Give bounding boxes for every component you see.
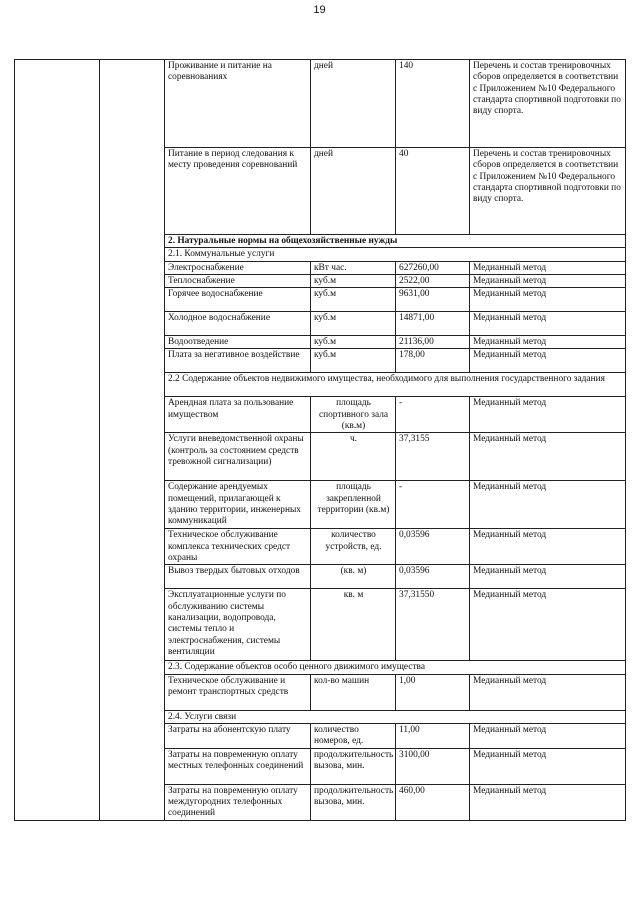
unit-cell: продолжительность вызова, мин. (311, 748, 396, 784)
item-name-cell: Плата за негативное воздействие (165, 349, 311, 373)
item-name-cell: Проживание и питание на соревнованиях (165, 60, 311, 148)
page-number: 19 (313, 4, 326, 16)
value-cell: 1,00 (396, 674, 470, 710)
value-cell: 3100,00 (396, 748, 470, 784)
item-name-cell: Эксплуатационные услуги по обслуживанию системы канализации, водопровода, системы тепло и электроснабжения, системы вентиляции (165, 589, 311, 661)
item-name-cell: Питание в период следования к месту проведения соревнований (165, 148, 311, 235)
item-name-cell: Теплоснабжение (165, 274, 311, 287)
unit-cell: кВт час. (311, 261, 396, 274)
table-row (15, 60, 626, 148)
item-name-cell: Техническое обслуживание и ремонт транспортных средств (165, 674, 311, 710)
value-cell: - (396, 481, 470, 529)
method-cell: Медианный метод (470, 274, 626, 287)
value-cell: 21136,00 (396, 336, 470, 349)
unit-cell: дней (311, 60, 396, 148)
method-cell: Медианный метод (470, 589, 626, 661)
left-margin-cell (15, 60, 100, 821)
method-cell: Медианный метод (470, 261, 626, 274)
method-cell: Перечень и состав тренировочных сборов определяется в соответствии с Приложением №10 Федерального стандарта спортивной подготовки по виду спорта. (470, 148, 626, 235)
method-cell: Медианный метод (470, 724, 626, 749)
item-name-cell: Услуги вневедомственной охраны (контроль за состоянием средств тревожной сигнализации) (165, 433, 311, 481)
value-cell: 9631,00 (396, 288, 470, 312)
unit-cell: куб.м (311, 336, 396, 349)
value-cell: 40 (396, 148, 470, 235)
unit-cell: куб.м (311, 288, 396, 312)
value-cell: 2522,00 (396, 274, 470, 287)
method-cell: Медианный метод (470, 481, 626, 529)
item-name-cell: Содержание арендуемых помещений, прилагающей к зданию территории, инженерных коммуникаций (165, 481, 311, 529)
item-name-cell: Затраты на абонентскую плату (165, 724, 311, 749)
unit-cell: кв. м (311, 589, 396, 661)
unit-cell: дней (311, 148, 396, 235)
item-name-cell: Электроснабжение (165, 261, 311, 274)
unit-cell: площадь закрепленной территории (кв.м) (311, 481, 396, 529)
unit-cell: (кв. м) (311, 565, 396, 589)
method-cell: Медианный метод (470, 336, 626, 349)
item-name-cell: Затраты на повременную оплату местных телефонных соединений (165, 748, 311, 784)
value-cell: 37,31550 (396, 589, 470, 661)
value-cell: 37,3155 (396, 433, 470, 481)
method-cell: Перечень и состав тренировочных сборов определяется в соответствии с Приложением №10 Федерального стандарта спортивной подготовки по виду спорта. (470, 60, 626, 148)
value-cell: 140 (396, 60, 470, 148)
section-title: 2.3. Содержание объектов особо ценного движимого имущества (165, 661, 626, 674)
value-cell: 460,00 (396, 784, 470, 820)
value-cell: 14871,00 (396, 312, 470, 336)
method-cell: Медианный метод (470, 674, 626, 710)
item-name-cell: Арендная плата за пользование имуществом (165, 397, 311, 433)
method-cell: Медианный метод (470, 784, 626, 820)
item-name-cell: Холодное водоснабжение (165, 312, 311, 336)
value-cell: 11,00 (396, 724, 470, 749)
unit-cell: количество номеров, ед. (311, 724, 396, 749)
method-cell: Медианный метод (470, 312, 626, 336)
section-title: 2. Натуральные нормы на общехозяйственные нужды (165, 235, 626, 248)
unit-cell: продолжительность вызова, мин. (311, 784, 396, 820)
value-cell: 627260,00 (396, 261, 470, 274)
unit-cell: куб.м (311, 349, 396, 373)
method-cell: Медианный метод (470, 349, 626, 373)
value-cell: 0,03596 (396, 565, 470, 589)
unit-cell: кол-во машин (311, 674, 396, 710)
item-name-cell: Техническое обслуживание комплекса технических средст охраны (165, 529, 311, 565)
value-cell: 178,00 (396, 349, 470, 373)
section-title: 2.4. Услуги связи (165, 710, 626, 723)
unit-cell: куб.м (311, 312, 396, 336)
value-cell: 0,03596 (396, 529, 470, 565)
value-cell: - (396, 397, 470, 433)
unit-cell: куб.м (311, 274, 396, 287)
method-cell: Медианный метод (470, 565, 626, 589)
method-cell: Медианный метод (470, 529, 626, 565)
section-title: 2.2 Содержание объектов недвижимого имущества, необходимого для выполнения государственного задания (165, 373, 626, 397)
item-name-cell: Вывоз твердых бытовых отходов (165, 565, 311, 589)
item-name-cell: Затраты на повременную оплату междугородних телефонных соединений (165, 784, 311, 820)
unit-cell: площадь спортивного зала (кв.м) (311, 397, 396, 433)
method-cell: Медианный метод (470, 748, 626, 784)
norms-table (14, 59, 626, 821)
method-cell: Медианный метод (470, 397, 626, 433)
unit-cell: ч. (311, 433, 396, 481)
item-name-cell: Горячее водоснабжение (165, 288, 311, 312)
method-cell: Медианный метод (470, 288, 626, 312)
left-margin-cell-2 (100, 60, 165, 821)
section-title: 2.1. Коммунальные услуги (165, 248, 626, 261)
unit-cell: количество устройств, ед. (311, 529, 396, 565)
method-cell: Медианный метод (470, 433, 626, 481)
item-name-cell: Водоотведение (165, 336, 311, 349)
